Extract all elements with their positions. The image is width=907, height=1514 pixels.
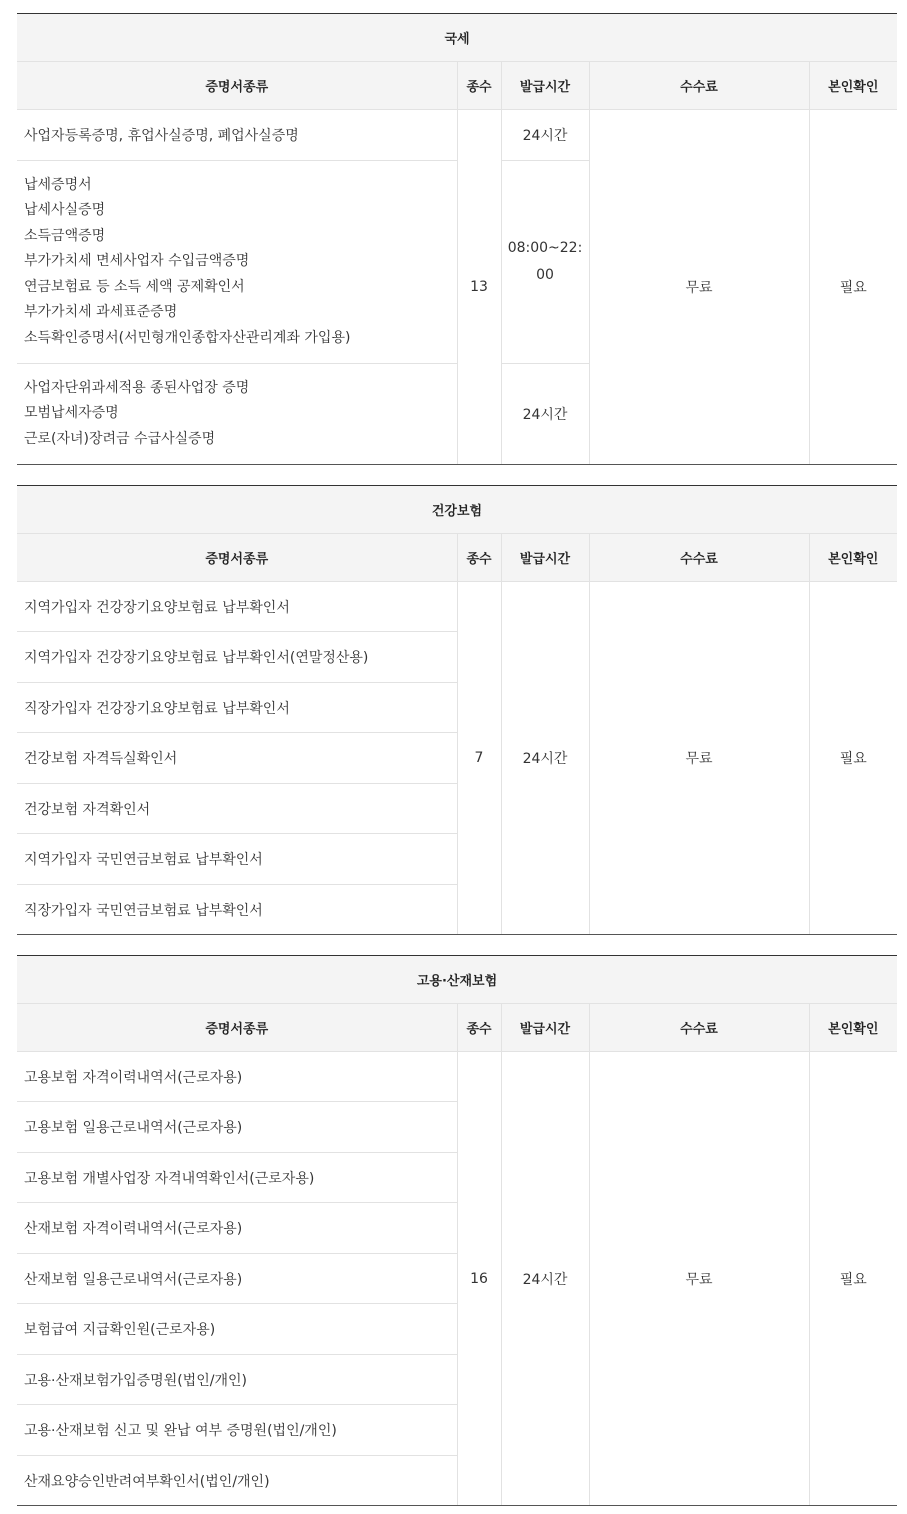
certificate-item: 소득확인증명서(서민형개인종합자산관리계좌 가입용) bbox=[24, 329, 351, 346]
certificate-group bbox=[17, 364, 457, 465]
certificate-item: 고용보험 개별사업장 자격내역확인서(근로자용) bbox=[17, 1153, 457, 1203]
time-cell: 24시간 bbox=[501, 110, 589, 161]
certificate-item: 소득금액증명 bbox=[24, 227, 106, 244]
certificate-item: 고용·산재보험가입증명원(법인/개인) bbox=[17, 1355, 457, 1405]
certificate-item: 납세사실증명 bbox=[24, 202, 106, 219]
header-verify: 본인확인 bbox=[809, 534, 897, 582]
certificate-item: 근로(자녀)장려금 수급사실증명 bbox=[24, 430, 216, 447]
certificate-item: 부가가치세 면세사업자 수입금액증명 bbox=[24, 253, 250, 270]
certificate-item: 고용·산재보험 신고 및 완납 여부 증명원(법인/개인) bbox=[17, 1405, 457, 1456]
certificate-item: 산재요양승인반려여부확인서(법인/개인) bbox=[17, 1456, 457, 1506]
employment-insurance-table bbox=[17, 955, 897, 1506]
certificate-item: 사업자등록증명, 휴업사실증명, 폐업사실증명 bbox=[17, 110, 457, 161]
certificate-item: 사업자단위과세적용 종된사업장 증명 bbox=[24, 379, 250, 396]
fee-cell: 무료 bbox=[589, 582, 809, 935]
time-cell: 24시간 bbox=[501, 582, 589, 935]
verify-cell: 필요 bbox=[809, 1052, 897, 1506]
certificate-item: 부가가치세 과세표준증명 bbox=[24, 304, 178, 321]
national-tax-table bbox=[17, 13, 897, 465]
certificate-item: 산재보험 일용근로내역서(근로자용) bbox=[17, 1254, 457, 1304]
verify-cell: 필요 bbox=[809, 582, 897, 935]
header-time: 발급시간 bbox=[501, 534, 589, 582]
certificate-item: 지역가입자 건강장기요양보험료 납부확인서 bbox=[17, 582, 457, 632]
employment-insurance-table-wrap bbox=[17, 955, 897, 1506]
header-fee: 수수료 bbox=[589, 1004, 809, 1052]
time-cell: 08:00~22:00 bbox=[501, 161, 589, 364]
header-verify: 본인확인 bbox=[809, 1004, 897, 1052]
certificate-item: 직장가입자 건강장기요양보험료 납부확인서 bbox=[17, 683, 457, 733]
certificate-item: 연금보험료 등 소득 세액 공제확인서 bbox=[24, 278, 245, 295]
health-insurance-table bbox=[17, 485, 897, 935]
certificate-item: 고용보험 자격이력내역서(근로자용) bbox=[17, 1052, 457, 1102]
count-cell: 13 bbox=[457, 110, 501, 465]
time-cell: 24시간 bbox=[501, 364, 589, 465]
certificate-item: 건강보험 자격확인서 bbox=[17, 784, 457, 834]
count-cell: 16 bbox=[457, 1052, 501, 1506]
certificate-group bbox=[17, 161, 457, 364]
health-insurance-table-wrap bbox=[17, 485, 897, 935]
header-time: 발급시간 bbox=[501, 62, 589, 110]
certificate-item: 보험급여 지급확인원(근로자용) bbox=[17, 1304, 457, 1355]
header-fee: 수수료 bbox=[589, 534, 809, 582]
time-cell: 24시간 bbox=[501, 1052, 589, 1506]
header-count: 종수 bbox=[457, 62, 501, 110]
section-title: 건강보험 bbox=[17, 486, 897, 534]
header-fee: 수수료 bbox=[589, 62, 809, 110]
certificate-item: 지역가입자 국민연금보험료 납부확인서 bbox=[17, 834, 457, 885]
section-title: 국세 bbox=[17, 14, 897, 62]
header-type: 증명서종류 bbox=[17, 1004, 457, 1052]
header-count: 종수 bbox=[457, 1004, 501, 1052]
header-type: 증명서종류 bbox=[17, 62, 457, 110]
certificate-item: 직장가입자 국민연금보험료 납부확인서 bbox=[17, 885, 457, 935]
certificate-item: 고용보험 일용근로내역서(근로자용) bbox=[17, 1102, 457, 1153]
certificate-item: 납세증명서 bbox=[24, 176, 92, 193]
certificate-item: 산재보험 자격이력내역서(근로자용) bbox=[17, 1203, 457, 1254]
section-title: 고용·산재보험 bbox=[17, 956, 897, 1004]
header-time: 발급시간 bbox=[501, 1004, 589, 1052]
certificate-item: 건강보험 자격득실확인서 bbox=[17, 733, 457, 784]
certificate-item: 모범납세자증명 bbox=[24, 405, 119, 422]
certificate-item: 지역가입자 건강장기요양보험료 납부확인서(연말정산용) bbox=[17, 632, 457, 683]
national-tax-table-wrap bbox=[17, 13, 897, 465]
fee-cell: 무료 bbox=[589, 1052, 809, 1506]
fee-cell: 무료 bbox=[589, 110, 809, 465]
header-count: 종수 bbox=[457, 534, 501, 582]
verify-cell: 필요 bbox=[809, 110, 897, 465]
count-cell: 7 bbox=[457, 582, 501, 935]
header-verify: 본인확인 bbox=[809, 62, 897, 110]
header-type: 증명서종류 bbox=[17, 534, 457, 582]
